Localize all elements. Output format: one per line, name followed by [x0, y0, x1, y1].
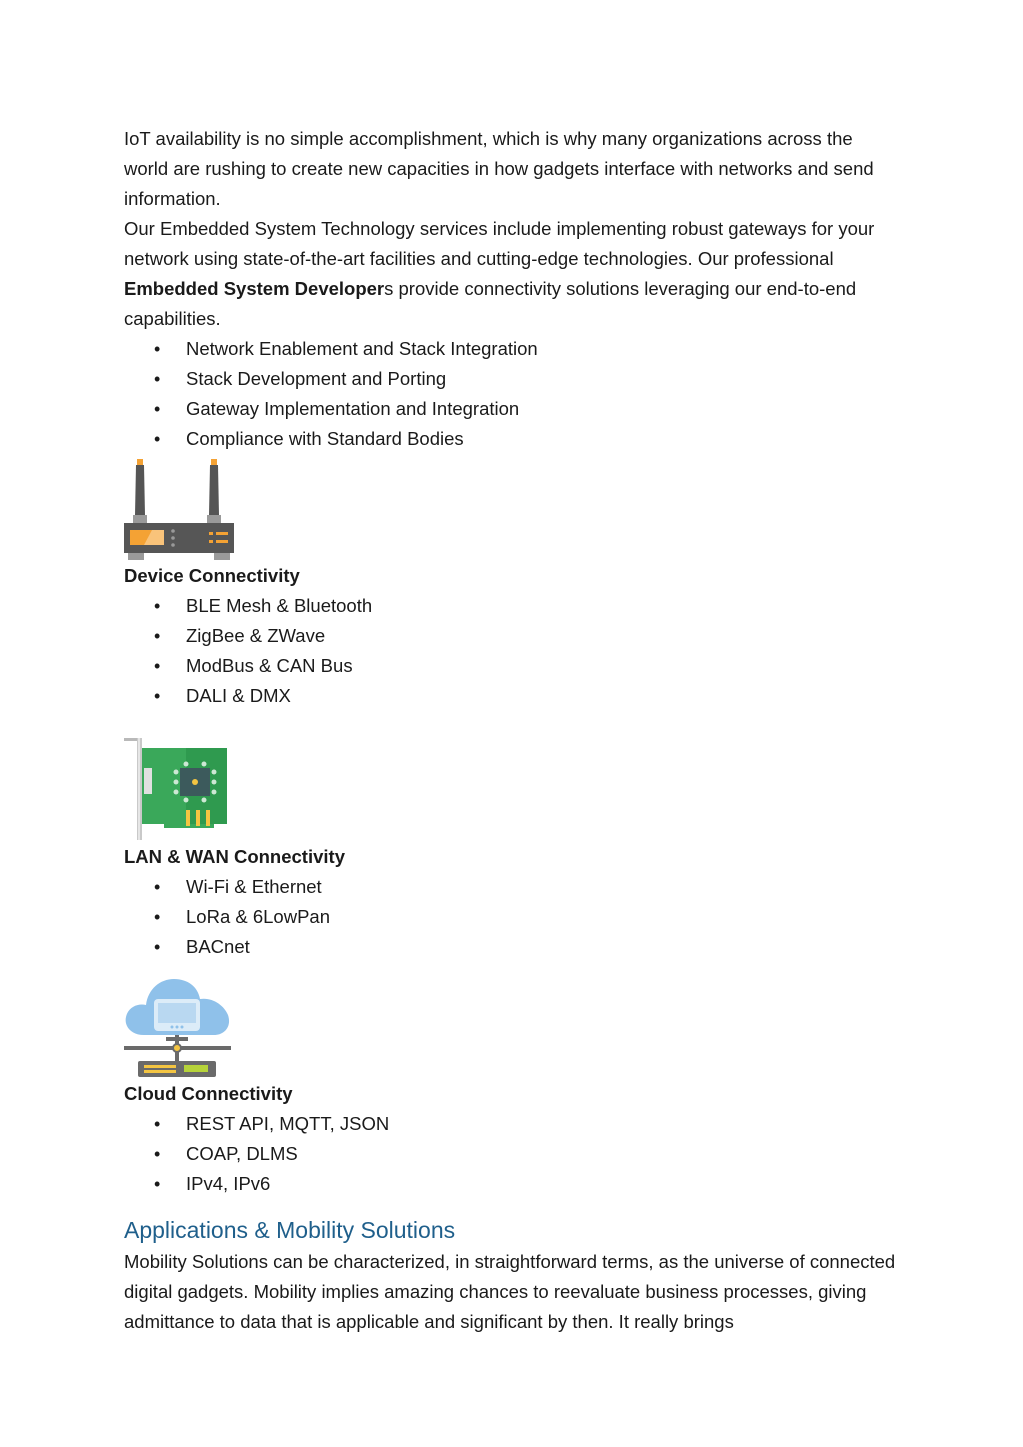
lan-bullet-list: [124, 872, 896, 962]
intro-paragraph-2-end: s provide connectivity solutions leveraging our end-to-end capabilities.: [124, 278, 857, 329]
list-item: • BLE Mesh & Bluetooth: [124, 591, 896, 621]
list-item: • COAP, DLMS: [124, 1139, 896, 1169]
network-card-icon: [124, 738, 230, 842]
list-item: • REST API, MQTT, JSON: [124, 1109, 896, 1139]
list-item: • ZigBee & ZWave: [124, 621, 896, 651]
cloud-connectivity-heading: Cloud Connectivity: [124, 1083, 293, 1104]
list-item: • DALI & DMX: [124, 681, 896, 711]
list-item: • Compliance with Standard Bodies: [124, 424, 896, 454]
intro-paragraph-1: IoT availability is no simple accomplishment, which is why many organizations across the world are rushing to create new capacities in how gadgets interface with networks and send information.: [124, 128, 874, 209]
list-item: • ModBus & CAN Bus: [124, 651, 896, 681]
embedded-developer-bold: Embedded System Developer: [124, 278, 385, 299]
list-item: • Network Enablement and Stack Integration: [124, 334, 896, 364]
device-connectivity-heading: Device Connectivity: [124, 565, 300, 586]
list-item: • IPv4, IPv6: [124, 1169, 896, 1199]
cloud-bullet-list: [124, 1109, 896, 1199]
router-icon: [124, 457, 236, 561]
list-item: • Gateway Implementation and Integration: [124, 394, 896, 424]
intro-paragraph-2-start: Our Embedded System Technology services include implementing robust gateways for your network using state-of-the-art facilities and cutting-edge technologies. Our professional: [124, 218, 875, 269]
list-item: • Stack Development and Porting: [124, 364, 896, 394]
cloud-network-icon: [124, 975, 232, 1079]
list-item: • BACnet: [124, 932, 896, 962]
lan-wan-connectivity-heading: LAN & WAN Connectivity: [124, 846, 345, 867]
document-page: [124, 124, 896, 1337]
applications-paragraph: Mobility Solutions can be characterized, in straightforward terms, as the universe of connected digital gadgets. Mobility implies amazing chances to reevaluate business processes, giving admittance to data that is applicable and significant by then. It really brings: [124, 1251, 896, 1332]
intro-section: [124, 124, 896, 454]
intro-paragraph-2: [124, 214, 896, 334]
list-item: • Wi-Fi & Ethernet: [124, 872, 896, 902]
list-item: • LoRa & 6LowPan: [124, 902, 896, 932]
intro-bullet-list: [124, 334, 896, 454]
applications-mobility-heading: Applications & Mobility Solutions: [124, 1217, 456, 1243]
device-bullet-list: [124, 591, 896, 711]
